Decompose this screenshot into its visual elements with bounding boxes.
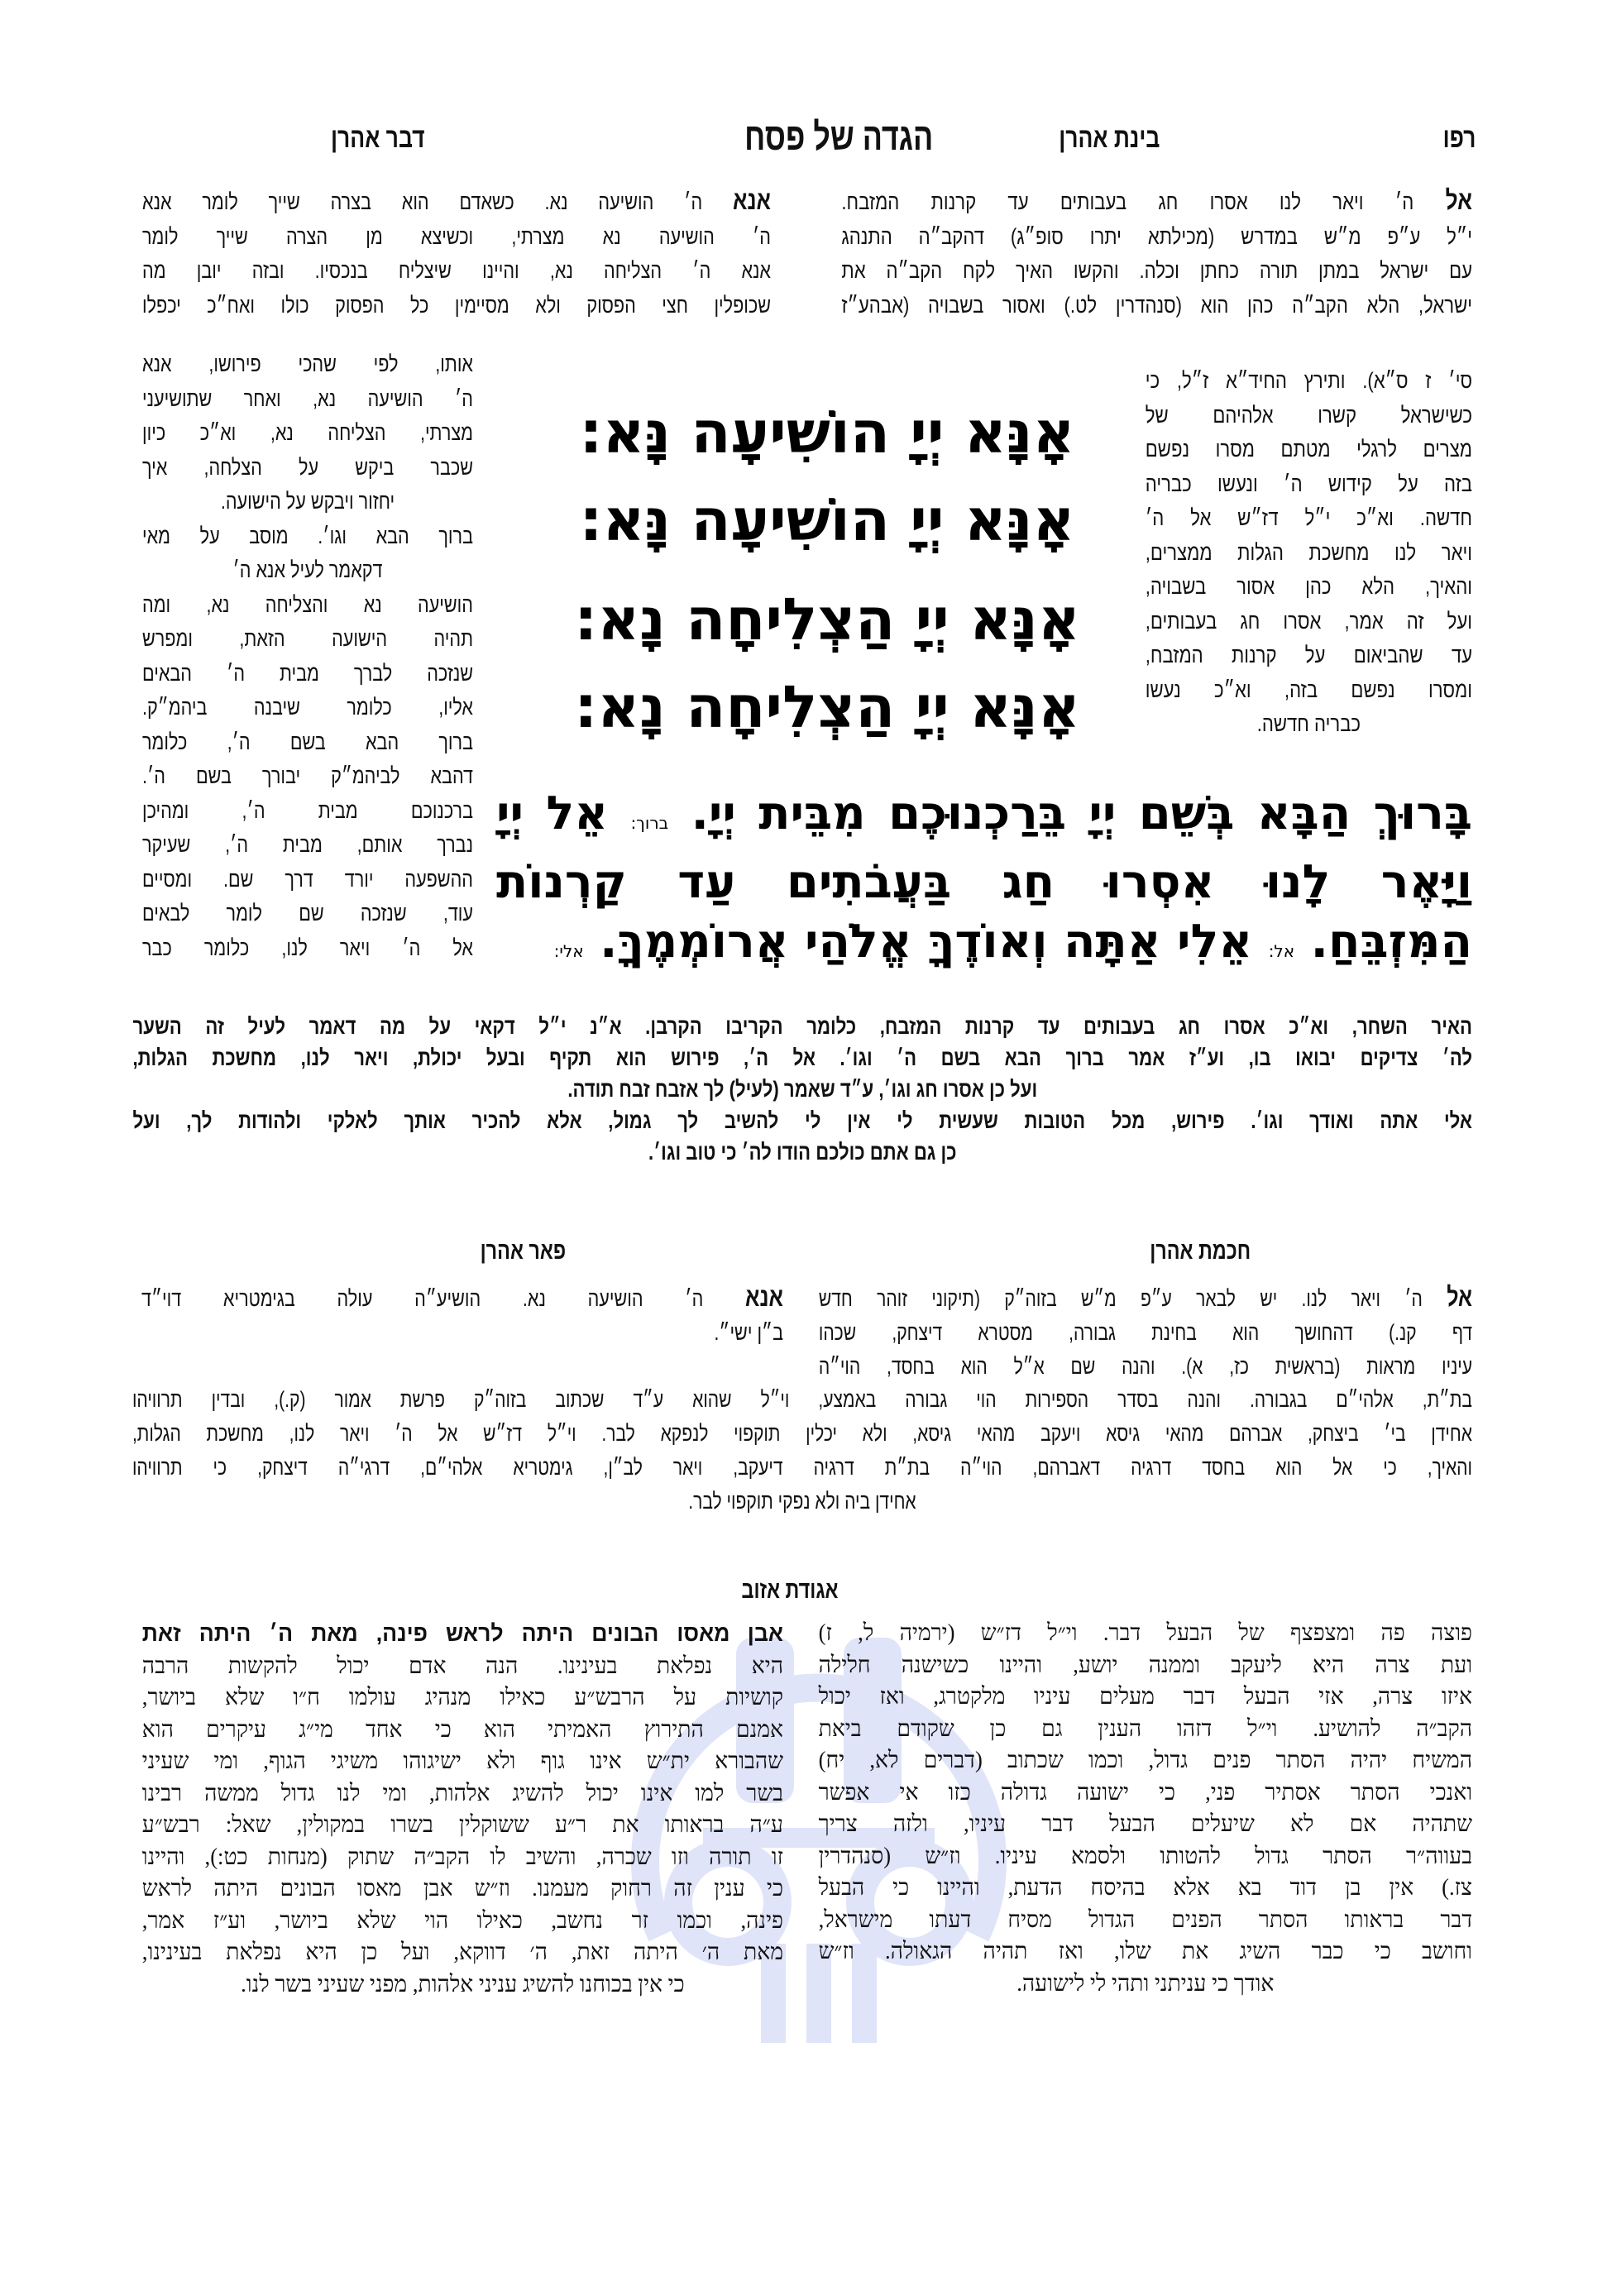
commentary-line: זו תורה וזו שכרה, והשיב לו הקב״ה שתוק (מנחות כט:), והיינו: [141, 1844, 783, 1870]
chochmat-aharon-commentary: [819, 1280, 1472, 1384]
commentary-line: שהבורא ית״ש אינו גוף ולא ישיגוהו משיגי הגוף, ומי שעיני: [141, 1748, 783, 1774]
commentary-line: והאיך, כי אל הוא בחסד דרגיה דאברהם, הוי״ה בת״ת דרגיה דיעקב, ויאר לב״ן, גימטריא אלהי״ם, דרגי״ה דיצחק, כי תרוויהו: [132, 1455, 1472, 1480]
binat-aharon-narrow: [1146, 364, 1472, 742]
verse-marker: אל:: [1268, 941, 1295, 961]
commentary-line: המשיח יהיה הסתר פנים גדול, וכמו שכתוב (דברים לא, יח): [818, 1748, 1472, 1773]
commentary-line: אלי אתה ואודך וגו׳. פירוש, מכל הטובות שעשית לי אין לי להשיב לך גמול, אלא להכיר אותך לאלקי ולהודות לך, ועל: [132, 1108, 1472, 1133]
commentary-line: אנא ה׳ הושיעה נא. הושיע״ה עולה בגימטריא דוי״ד: [141, 1282, 783, 1312]
commentary-line: אמנם התירוץ האמיתי הוא כי אחד מי״ג עיקרים הוא: [141, 1716, 783, 1743]
verse-line: אָנָּא יְיָ הוֹשִׁיעָה נָּא:: [579, 399, 1075, 466]
commentary-line: עד שהביאום על קרנות המזבח,: [1145, 643, 1472, 667]
commentary-line: היא נפלאת בעינינו. הנה אדם יכול להקשות הרבה: [141, 1653, 783, 1679]
commentary-line: ברכנוכם מבית ה׳, ומהיכן: [142, 797, 473, 823]
verse-marker: אלי:: [553, 941, 584, 961]
commentary-line: קושיות על הרבש״ע כאילו מנהיג עולמו ח״ו שלא ביושר,: [141, 1685, 783, 1710]
commentary-line: צז.) אין בן דוד בא אלא בהיסח הדעת, והיינו כי הבעל: [818, 1875, 1472, 1901]
commentary-line: ההשפעה יורד דרך שם. ומסיים: [142, 866, 473, 892]
section-title-chochmat-aharon: חכמת אהרן: [1149, 1237, 1251, 1265]
commentary-line: לה׳ צדיקים יבואו בו, וע״ז אמר ברוך הבא בשם ה׳ וגו׳. אל ה׳, פירוש הוא תקיף ובעל יכולת, ויאר לנו, מחשכת הגלות,: [132, 1045, 1472, 1070]
commentary-line: דהבא לביהמ״ק יבורך בשם ה׳.: [142, 763, 473, 788]
binat-aharon-commentary: [842, 184, 1472, 323]
lead-word: אנא: [733, 185, 771, 215]
commentary-line: והאיך, הלא כהן אסור בשבויה,: [1145, 574, 1472, 599]
commentary-line: אליו, כלומר שיבנה ביהמ״ק.: [142, 695, 473, 720]
commentary-line: כן גם אתם כולכם הודו לה׳ כי טוב וגו׳.: [648, 1140, 957, 1165]
commentary-line: כי אין בכוחנו להשיג עניני אלהות, מפני שעיני בשר לנו.: [241, 1971, 685, 1997]
commentary-line: עוד, שנזכה שם לומר לבאים: [142, 901, 473, 926]
commentary-line: אודך כי עניתני ותהי לי לישועה.: [1016, 1970, 1275, 1997]
davar-aharon-narrow: [142, 347, 473, 965]
commentary-line: וחושב כי כבר השיג את שלו, ואז תהיה הגאולה. וז״ש: [818, 1939, 1472, 1964]
verse-line: הַמִּזְבֵּחַ. אל: אֵלִי אַתָּה וְאוֹדֶךָּ אֱלֹהַי אֲרוֹמְמֶךָּ. אלי:: [553, 915, 1472, 969]
commentary-line: הקב״ה להושיע. וי״ל דזהו הענין גם כן שקודם ביאת: [818, 1715, 1472, 1742]
commentary-line: שנזכה לברך מבית ה׳ הבאים: [142, 660, 473, 686]
main-title: הגדה של פסח: [744, 115, 933, 158]
commentary-line: ע״ה בראותו את ר״ע ששוקלין בשרו במקולין, שאל: רבש״ע: [141, 1812, 783, 1838]
verse-line: אָנָּא יְיָ הַצְלִיחָה נָא:: [574, 673, 1080, 741]
commentary-line: ומסרו נפשם בזה, וא״כ נעשו: [1145, 677, 1472, 702]
verse-line: בָּרוּךְ הַבָּא בְּשֵׁם יְיָ בֵּרַכְנוּכֶם מִבֵּית יְיָ. ברוך: אֵל יְיָ: [496, 787, 1472, 840]
commentary-line: בעווה״ר הסתר גדול להטותו ולסמא עיניו. וז״ש (סנהדרין: [818, 1843, 1472, 1869]
commentary-line: ב״ן ישי״.: [714, 1320, 783, 1345]
commentary-line: אל ה׳ ויאר לנו, כלומר כבר: [142, 935, 473, 960]
commentary-line: חדשה. וא״כ י״ל דז״ש אל ה׳: [1145, 505, 1472, 530]
lead-word: אל: [1447, 1282, 1472, 1312]
commentary-line: דקאמר לעיל אנא ה׳: [232, 557, 383, 582]
commentary-line: אחידן ביה ולא נפקי תוקפוי לבר.: [688, 1489, 916, 1514]
commentary-line: ועל זה אמר, אסרו חג בעבותים,: [1145, 608, 1472, 634]
commentary-line: ואנכי הסתר אסתיר פני, כי ישועה גדולה כזו אי אפשר: [818, 1779, 1472, 1806]
commentary-line: בת״ת, אלהי״ם בגבורה. והנה בסדר הספירות הוי גבורה באמצע, וי״ל שהוא ע״ד שכתוב בזוה״ק פרשת אמור (ק.), ובדין תרוויהו: [132, 1387, 1472, 1412]
commentary-line: אבן מאסו הבונים היתה לראש פינה, מאת ה׳ היתה זאת: [141, 1620, 784, 1646]
commentary-line: ה׳ הושיעה נא, ואחר שתושיעני: [142, 385, 473, 411]
commentary-line: מצרים לרגלי מטתם מסרו נפשם: [1145, 437, 1472, 462]
verse-line: אָנָּא יְיָ הוֹשִׁיעָה נָּא:: [579, 486, 1075, 554]
davar-aharon-commentary: [142, 184, 771, 323]
commentary-line: יחזור ויבקש על הישועה.: [220, 489, 395, 514]
commentary-line: ועת צרה היא ליעקב וממנה יושע, והיינו כשישנה חלילה: [818, 1652, 1472, 1678]
lead-word: אבן: [747, 1620, 784, 1646]
commentary-line: האיר השחר, וא״כ אסרו חג בעבותים עד קרנות המזבח, כלומר הקריבו הקרבן. א״נ י״ל דקאי על מה דאמר לעיל זה השער: [132, 1014, 1472, 1039]
commentary-line: מצרתי, הצליחה נא, וא״כ כיון: [142, 420, 473, 445]
commentary-line: אנא ה׳ הושיעה נא. כשאדם הוא בצרה שייך לומר אנא: [142, 185, 771, 215]
commentary-line: כבריה חדשה.: [1256, 711, 1361, 736]
left-commentary-title: דבר אהרן: [331, 122, 425, 154]
commentary-line: אחידן בי׳ ביצחק, אברהם מהאי גיסא ויעקב מהאי גיסא, ולא יכלין תוקפוי לנפקא לבר. וי״ל דז״ש אל ה׳ ויאר לנו, מחשכת הגלות,: [132, 1421, 1472, 1446]
baruch-haba-verses: [496, 784, 1472, 981]
commentary-line: סי׳ ז ס״א). ותירץ החיד״א ז״ל, כי: [1145, 368, 1472, 393]
commentary-line: מאת ה׳ היתה זאת, ה׳ דווקא, ועל כן היא נפלאת בעינינו,: [141, 1940, 783, 1965]
commentary-line: ישראל, הלא הקב״ה כהן הוא (סנהדרין לט.) ואסור בשבויה (אבהע״ז: [841, 292, 1472, 318]
verse-marker: ברוך:: [630, 813, 669, 833]
right-commentary-title: בינת אהרן: [1059, 122, 1160, 154]
lead-word: אל: [1445, 185, 1472, 215]
commentary-line: כשישראל קשרו אלהיהם של: [1145, 402, 1472, 428]
commentary-line: ועל כן אסרו חג וגו׳, ע״ד שאמר (לעיל) לך אזבח זבח תודה.: [567, 1077, 1038, 1102]
lead-word: אנא: [745, 1282, 783, 1312]
commentary-line: ברוך הבא וגו׳. מוסב על מאי: [142, 523, 473, 548]
commentary-line: שכופלין חצי הפסוק ולא מסיימין כל הפסוק כולו ואח״כ יכפלו: [142, 292, 771, 318]
commentary-line: ה׳ הושיעה נא מצרתי, וכשיצא מן הצרה שייך לומר: [142, 223, 771, 249]
commentary-line: אותו, לפי שהכי פירושו, אנא: [142, 352, 473, 376]
commentary-line: עיניו מראות (בראשית כז, א). והנה שם א״ל הוא בחסד, הוי״ה: [818, 1354, 1472, 1379]
section-title-agudat-ezov: אגודת אזוב: [741, 1576, 839, 1604]
chochmat-aharon-continuation: [132, 1383, 1472, 1519]
commentary-line: דבר בראותו הסתר הפנים הגדול מסיח דעתו מישראל,: [818, 1906, 1472, 1933]
commentary-line: בשר למו אינו יכול להשיג אלהות, ומי לנו גדול ממשה רבינו: [141, 1780, 783, 1806]
agudat-ezov-right: [819, 1618, 1472, 2000]
commentary-line: שתהיה אם לא שיעלים הבעל דבר עיניו, ולזה צריך: [818, 1811, 1472, 1837]
commentary-line: ויאר לנו מחשכת הגלות ממצרים,: [1145, 539, 1472, 565]
commentary-line: הושיעה נא והצליחה נא, ומה: [142, 591, 473, 617]
commentary-line: אל ה׳ ויאר לנו. יש לבאר ע״פ מ״ש בזוה״ק (תיקוני זוהר חדש: [818, 1282, 1472, 1312]
commentary-line: פוצה פה ומצפצף של הבעל דבר. וי״ל דז״ש (ירמיה ל, ז): [818, 1620, 1472, 1646]
hosanna-verses: [529, 389, 1125, 751]
verse-line: אָנָּא יְיָ הַצְלִיחָה נָא:: [574, 586, 1080, 653]
commentary-line: אנא ה׳ הצליחה נא, והיינו שיצליח בנכסיו. ובזה יובן מה: [142, 258, 771, 283]
commentary-line: כי ענין זה רחוק מעמנו. וז״ש אבן מאסו הבונים היתה לראש: [141, 1876, 783, 1901]
section-title-peer-aharon: פאר אהרן: [480, 1237, 567, 1265]
commentary-line: פינה, וכמו זר נחשב, כאילו הוי שלא ביושר, וע״ז אמר,: [141, 1907, 783, 1934]
commentary-line: נברך אותם, מבית ה׳, שעיקר: [142, 832, 473, 857]
commentary-line: דף קנ.) דהחושך הוא בחינת גבורה, מסטרא דיצחק, שכהו: [818, 1320, 1472, 1345]
davar-aharon-continuation: [132, 1011, 1472, 1168]
commentary-line: שכבר ביקש על הצלחה, איך: [142, 454, 473, 480]
agudat-ezov-left: [142, 1618, 783, 2001]
page-header: [132, 115, 1476, 172]
verse-line: וַיָּאֶר לָנוּ אִסְרוּ חַג בַּעֲבֹתִים עַד קַרְנוֹת: [496, 855, 1472, 909]
page-number: רפו: [1442, 122, 1476, 154]
commentary-line: בזה על קידוש ה׳ ונעשו כבריה: [1145, 471, 1472, 496]
commentary-line: תהיה הישועה הזאת, ומפרש: [142, 626, 473, 651]
commentary-line: עם ישראל במתן תורה כחתן וכלה. והקשו האיך לקח הקב״ה את: [841, 258, 1472, 283]
commentary-line: י״ל ע״פ מ״ש במדרש (מכילתא יתרו סופ״ג) דהקב״ה התנהג: [841, 223, 1472, 249]
commentary-line: אל ה׳ ויאר לנו אסרו חג בעבותים עד קרנות המזבח.: [841, 185, 1472, 215]
commentary-line: ברוך הבא בשם ה׳, כלומר: [142, 729, 473, 754]
peer-aharon-commentary: [142, 1280, 783, 1350]
commentary-line: איזו צרה, אזי הבעל דבר מעלים עיניו מלקטרג, ואז יכול: [818, 1684, 1472, 1710]
